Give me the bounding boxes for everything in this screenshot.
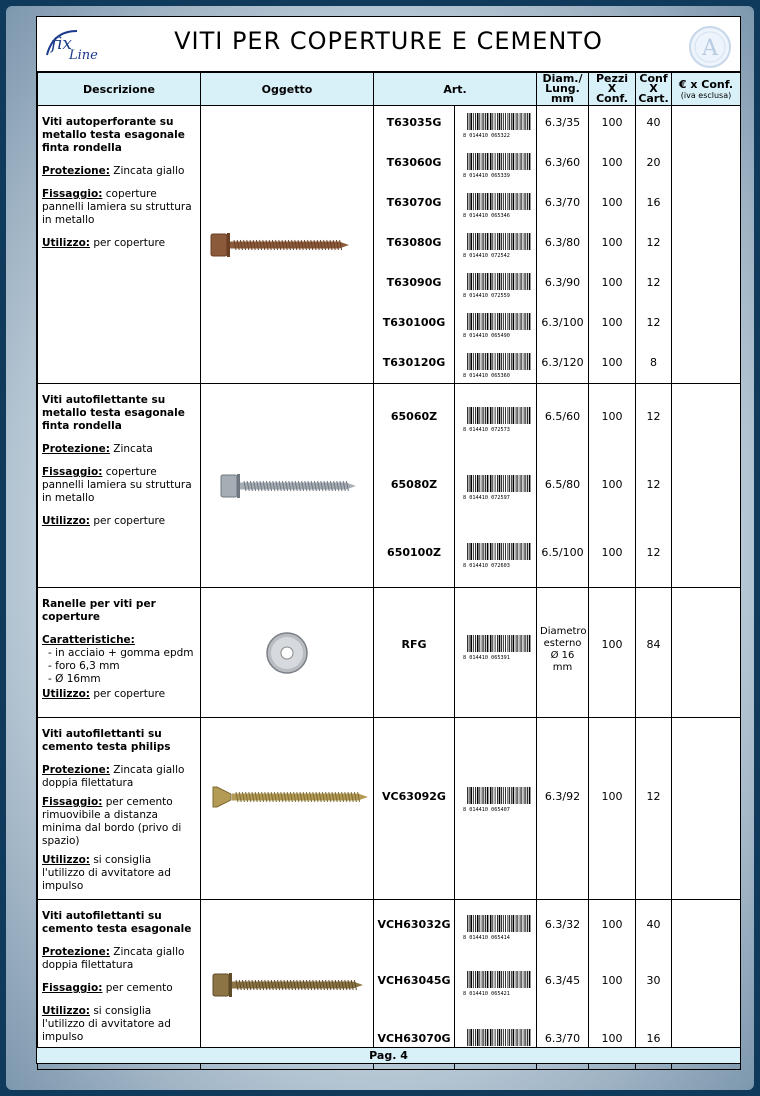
item-dim: 6.3/32 <box>544 918 581 931</box>
cf-cell <box>636 900 672 1070</box>
spec-text: Zincata giallo <box>113 165 185 177</box>
cf-cell <box>636 718 672 900</box>
col-diam: Diam./ Lung. mm <box>537 73 589 106</box>
item-dim: 6.3/120 <box>541 356 584 369</box>
page-header <box>37 17 740 72</box>
item-pz: 100 <box>601 276 623 289</box>
section-row <box>38 588 741 718</box>
item-cf: 12 <box>646 236 661 249</box>
item-code: VCH63070G <box>377 1032 451 1045</box>
dim-cell <box>537 718 589 900</box>
spec-label: Protezione: <box>42 443 110 455</box>
spec-label: Fissaggio: <box>42 466 103 478</box>
characteristic-item: - Ø 16mm <box>48 673 196 686</box>
spec-label: Fissaggio: <box>42 982 103 994</box>
spec-line <box>42 515 196 528</box>
washer-image <box>201 588 374 718</box>
spec-text: si consiglia l'utilizzo di avvitatore ad impulso <box>42 854 171 892</box>
barcode-number: 8 014410 072603 <box>463 563 510 568</box>
barcode-number: 8 014410 072597 <box>463 495 510 500</box>
item-cf: 12 <box>646 410 661 423</box>
item-cf: 12 <box>646 546 661 559</box>
spec-text: coperture pannelli lamiera su struttura in metallo <box>42 466 192 504</box>
item-pz: 100 <box>601 638 623 651</box>
spec-text: per cemento rimuovibile a distanza minima dal bordo (privo di spazio) <box>42 796 182 847</box>
spec-label: Protezione: <box>42 165 110 177</box>
barcode <box>461 970 531 996</box>
cf-cell <box>636 106 672 384</box>
spec-text: Zincata giallo doppia filettatura <box>42 946 185 971</box>
spec-label: Protezione: <box>42 764 110 776</box>
barcode <box>461 542 531 568</box>
spec-label: Utilizzo: <box>42 237 90 249</box>
price-cell <box>672 588 741 718</box>
spec-text: Zincata <box>113 443 153 455</box>
barcode-number: 8 014410 065346 <box>463 213 510 218</box>
catalog-page <box>36 16 741 1064</box>
barcode <box>461 914 531 940</box>
section-heading: Viti autofilettante su metallo testa esagonale finta rondella <box>42 394 185 432</box>
object-cell <box>201 384 374 588</box>
barcode <box>461 232 531 258</box>
item-dim: Diametro esterno Ø 16 mm <box>540 626 587 673</box>
price-cell <box>672 106 741 384</box>
description-block <box>38 588 200 701</box>
barcode <box>461 272 531 298</box>
spec-line <box>42 688 196 701</box>
section-heading: Ranelle per viti per coperture <box>42 598 156 623</box>
item-pz: 100 <box>601 196 623 209</box>
item-dim: 6.5/60 <box>544 410 581 423</box>
barcode-number: 8 014410 072542 <box>463 253 510 258</box>
item-cf: 84 <box>646 638 661 651</box>
barcode <box>461 112 531 138</box>
description-cell <box>38 588 201 718</box>
col-art: Art. <box>374 73 537 106</box>
item-code: T63090G <box>386 276 442 289</box>
spec-line <box>42 796 196 848</box>
item-code: 65080Z <box>390 478 438 491</box>
spec-label: Utilizzo: <box>42 1005 90 1017</box>
spec-line <box>42 237 196 250</box>
barcode <box>461 352 531 378</box>
product-table <box>37 72 741 1070</box>
item-pz: 100 <box>601 410 623 423</box>
spec-line <box>42 466 196 505</box>
pz-cell <box>589 384 636 588</box>
barcode-number: 8 014410 065391 <box>463 655 510 660</box>
a-badge-icon <box>688 25 732 69</box>
item-code: T630120G <box>382 356 446 369</box>
price-cell <box>672 384 741 588</box>
item-dim: 6.3/35 <box>544 116 581 129</box>
barcode <box>461 312 531 338</box>
barcode-number: 8 014410 065414 <box>463 935 510 940</box>
item-cf: 12 <box>646 276 661 289</box>
item-pz: 100 <box>601 1032 623 1045</box>
characteristics-list <box>42 647 196 686</box>
page-title: VITI PER COPERTURE E CEMENTO <box>174 27 603 55</box>
characteristics-label: Caratteristiche: <box>42 634 135 646</box>
page-footer: Pag. 4 <box>37 1047 740 1063</box>
code-cell <box>374 900 455 1070</box>
item-dim: 6.3/90 <box>544 276 581 289</box>
barcode-cell <box>455 900 537 1070</box>
item-pz: 100 <box>601 236 623 249</box>
section-row <box>38 384 741 588</box>
object-cell <box>201 900 374 1070</box>
spec-line <box>42 764 196 790</box>
description-block <box>38 106 200 250</box>
item-code: T63070G <box>386 196 442 209</box>
code-cell <box>374 588 455 718</box>
barcode-number: 8 014410 065407 <box>463 807 510 812</box>
spec-text: per coperture <box>93 237 166 249</box>
spec-label: Fissaggio: <box>42 188 103 200</box>
item-pz: 100 <box>601 546 623 559</box>
price-cell <box>672 718 741 900</box>
dim-cell <box>537 384 589 588</box>
barcode-number: 8 014410 065360 <box>463 373 510 378</box>
item-cf: 12 <box>646 316 661 329</box>
logo-fix-text: fix <box>51 34 72 54</box>
description-cell <box>38 384 201 588</box>
item-dim: 6.3/70 <box>544 1032 581 1045</box>
spec-label: Utilizzo: <box>42 515 90 527</box>
spec-line <box>42 982 196 995</box>
pz-cell <box>589 106 636 384</box>
item-dim: 6.3/80 <box>544 236 581 249</box>
characteristic-item: - foro 6,3 mm <box>48 660 196 673</box>
item-pz: 100 <box>601 316 623 329</box>
barcode <box>461 634 531 660</box>
barcode-number: 8 014410 072559 <box>463 293 510 298</box>
item-cf: 16 <box>646 196 661 209</box>
section-heading: Viti autofilettanti su cemento testa philips <box>42 728 171 753</box>
object-cell <box>201 718 374 900</box>
dim-cell <box>537 588 589 718</box>
item-cf: 12 <box>646 790 661 803</box>
item-cf: 16 <box>646 1032 661 1045</box>
item-pz: 100 <box>601 116 623 129</box>
spec-line <box>42 1005 196 1044</box>
item-cf: 12 <box>646 478 661 491</box>
pz-cell <box>589 588 636 718</box>
col-descrizione: Descrizione <box>38 73 201 106</box>
item-code: VC63092G <box>382 790 446 803</box>
barcode-number: 8 014410 065322 <box>463 133 510 138</box>
description-block <box>38 900 200 1044</box>
spec-text: coperture pannelli lamiera su struttura in metallo <box>42 188 192 226</box>
spec-line <box>42 854 196 893</box>
item-code: T63080G <box>386 236 442 249</box>
spec-line <box>42 188 196 227</box>
description-cell <box>38 718 201 900</box>
barcode-number: 8 014410 065421 <box>463 991 510 996</box>
item-code: VCH63032G <box>377 918 451 931</box>
item-dim: 6.3/70 <box>544 196 581 209</box>
spec-text: Zincata giallo doppia filettatura <box>42 764 185 789</box>
pz-cell <box>589 900 636 1070</box>
item-dim: 6.3/100 <box>541 316 584 329</box>
screw-hex-zinc-image <box>201 384 374 588</box>
dim-cell <box>537 900 589 1070</box>
col-oggetto: Oggetto <box>201 73 374 106</box>
description-block <box>38 384 200 528</box>
item-dim: 6.3/45 <box>544 974 581 987</box>
screw-philips-image <box>201 718 374 876</box>
item-code: T63060G <box>386 156 442 169</box>
spec-line <box>42 165 196 178</box>
object-cell <box>201 106 374 384</box>
item-pz: 100 <box>601 974 623 987</box>
barcode-number: 8 014410 065339 <box>463 173 510 178</box>
item-cf: 30 <box>646 974 661 987</box>
badge-letter: A <box>702 36 718 61</box>
item-pz: 100 <box>601 790 623 803</box>
spec-label: Fissaggio: <box>42 796 103 808</box>
item-code: T630100G <box>382 316 446 329</box>
screw-hex-concrete-image <box>201 900 374 1070</box>
section-row <box>38 718 741 900</box>
logo-line-text: Line <box>69 48 98 63</box>
item-pz: 100 <box>601 156 623 169</box>
screw-hex-bronze-image <box>201 106 374 384</box>
table-header-row <box>38 73 741 106</box>
item-pz: 100 <box>601 918 623 931</box>
col-prezzo: € x Conf. (iva esclusa) <box>672 73 741 106</box>
section-row <box>38 900 741 1070</box>
code-cell <box>374 718 455 900</box>
section-row <box>38 106 741 384</box>
barcode <box>461 152 531 178</box>
item-dim: 6.5/80 <box>544 478 581 491</box>
spec-label: Protezione: <box>42 946 110 958</box>
spec-text: per cemento <box>105 982 173 994</box>
spec-label: Utilizzo: <box>42 688 90 700</box>
item-code: 65060Z <box>390 410 438 423</box>
item-dim: 6.3/60 <box>544 156 581 169</box>
item-pz: 100 <box>601 478 623 491</box>
code-cell <box>374 106 455 384</box>
item-code: RFG <box>401 638 427 651</box>
item-cf: 8 <box>650 356 657 369</box>
dim-cell <box>537 106 589 384</box>
barcode-number: 8 014410 065490 <box>463 333 510 338</box>
item-code: T63035G <box>386 116 442 129</box>
item-code: 650100Z <box>387 546 441 559</box>
barcode-cell <box>455 384 537 588</box>
barcode-cell <box>455 718 537 900</box>
pz-cell <box>589 718 636 900</box>
col-conf: Conf X Cart. <box>636 73 672 106</box>
description-cell <box>38 106 201 384</box>
section-heading: Viti autoperforante su metallo testa esagonale finta rondella <box>42 116 185 154</box>
cf-cell <box>636 588 672 718</box>
spec-text: per coperture <box>93 688 166 700</box>
spec-text: per coperture <box>93 515 166 527</box>
barcode-cell <box>455 106 537 384</box>
barcode-cell <box>455 588 537 718</box>
col-pezzi: Pezzi X Conf. <box>589 73 636 106</box>
spec-line <box>42 946 196 972</box>
item-dim: 6.5/100 <box>541 546 584 559</box>
object-cell <box>201 588 374 718</box>
item-dim: 6.3/92 <box>544 790 581 803</box>
barcode-number: 8 014410 072573 <box>463 427 510 432</box>
item-cf: 40 <box>646 116 661 129</box>
barcode <box>461 192 531 218</box>
item-code: VCH63045G <box>377 974 451 987</box>
characteristic-item: - in acciaio + gomma epdm <box>48 647 196 660</box>
description-cell <box>38 900 201 1070</box>
spec-label: Utilizzo: <box>42 854 90 866</box>
spec-line <box>42 443 196 456</box>
description-block <box>38 718 200 893</box>
price-cell <box>672 900 741 1070</box>
code-cell <box>374 384 455 588</box>
spec-text: si consiglia l'utilizzo di avvitatore ad impulso <box>42 1005 171 1043</box>
section-heading: Viti autofilettanti su cemento testa esagonale <box>42 910 192 935</box>
barcode <box>461 474 531 500</box>
cf-cell <box>636 384 672 588</box>
item-cf: 20 <box>646 156 661 169</box>
item-pz: 100 <box>601 356 623 369</box>
barcode <box>461 406 531 432</box>
barcode <box>461 786 531 812</box>
item-cf: 40 <box>646 918 661 931</box>
